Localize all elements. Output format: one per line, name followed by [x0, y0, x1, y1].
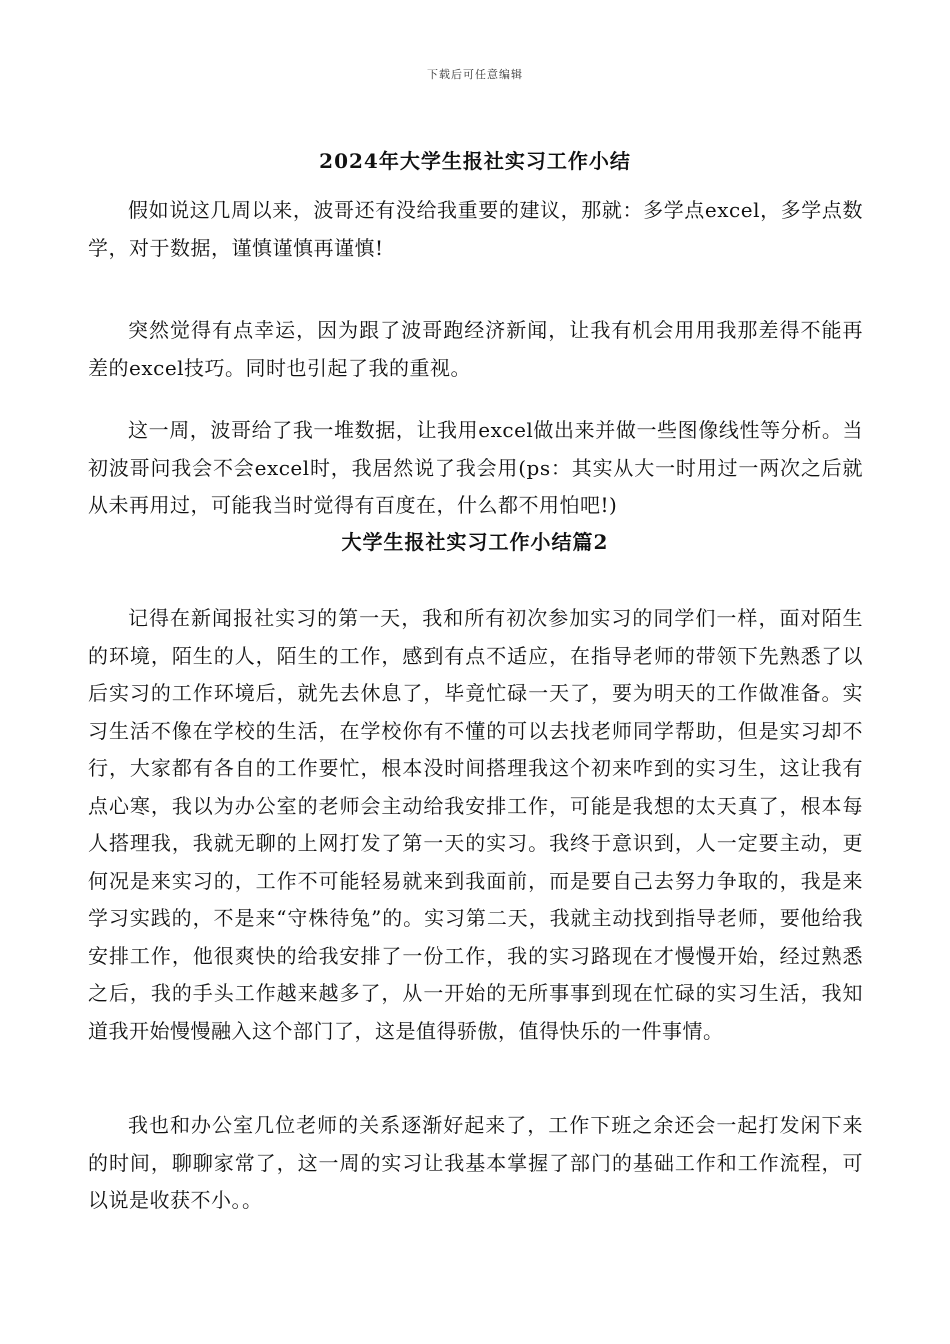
- section-title: 大学生报社实习工作小结篇2: [341, 530, 609, 554]
- paragraph: 我也和办公室几位老师的关系逐渐好起来了，工作下班之余还会一起打发闲下来的时间，聊聊家常了，这一周的实习让我基本掌握了部门的基础工作和工作流程，可以说是收获不小。。: [88, 1113, 863, 1212]
- paragraph: 这一周，波哥给了我一堆数据，让我用excel做出来并做一些图像线性等分析。当初波哥问我会不会excel时，我居然说了我会用(ps：其实从大一时用过一两次之后就从未再用过，可能我当时觉得有百度在，什么都不用怕吧!): [88, 418, 863, 517]
- paragraph: 突然觉得有点幸运，因为跟了波哥跑经济新闻，让我有机会用用我那差得不能再差的excel技巧。同时也引起了我的重视。: [88, 318, 863, 380]
- header-note: 下载后可任意编辑: [427, 68, 523, 81]
- paragraph: 记得在新闻报社实习的第一天，我和所有初次参加实习的同学们一样，面对陌生的环境，陌生的人，陌生的工作，感到有点不适应，在指导老师的带领下先熟悉了以后实习的工作环境后，就先去休息了，毕竟忙碌一天了，要为明天的工作做准备。实习生活不像在学校的生活，在学校你有不懂的可以去找老师同学帮助，但是实习却不行，大家都有各自的工作要忙，根本没时间搭理我这个初来咋到的实习生，这让我有点心寒，我以为办公室的老师会主动给我安排工作，可能是我想的太天真了，根本每人搭理我，我就无聊的上网打发了第一天的实习。我终于意识到，人一定要主动，更何况是来实习的，工作不可能轻易就来到我面前，而是要自己去努力争取的，我是来学习实践的，不是来“守株待兔”的。实习第二天，我就主动找到指导老师，要他给我安排工作，他很爽快的给我安排了一份工作，我的实习路现在才慢慢开始，经过熟悉之后，我的手头工作越来越多了，从一开始的无所事事到现在忙碌的实习生活，我知道我开始慢慢融入这个部门了，这是值得骄傲，值得快乐的一件事情。: [88, 606, 863, 1043]
- paragraph: 假如说这几周以来，波哥还有没给我重要的建议，那就：多学点excel，多学点数学，对于数据，谨慎谨慎再谨慎!: [88, 198, 863, 260]
- document-title: 2024年大学生报社实习工作小结: [319, 149, 631, 173]
